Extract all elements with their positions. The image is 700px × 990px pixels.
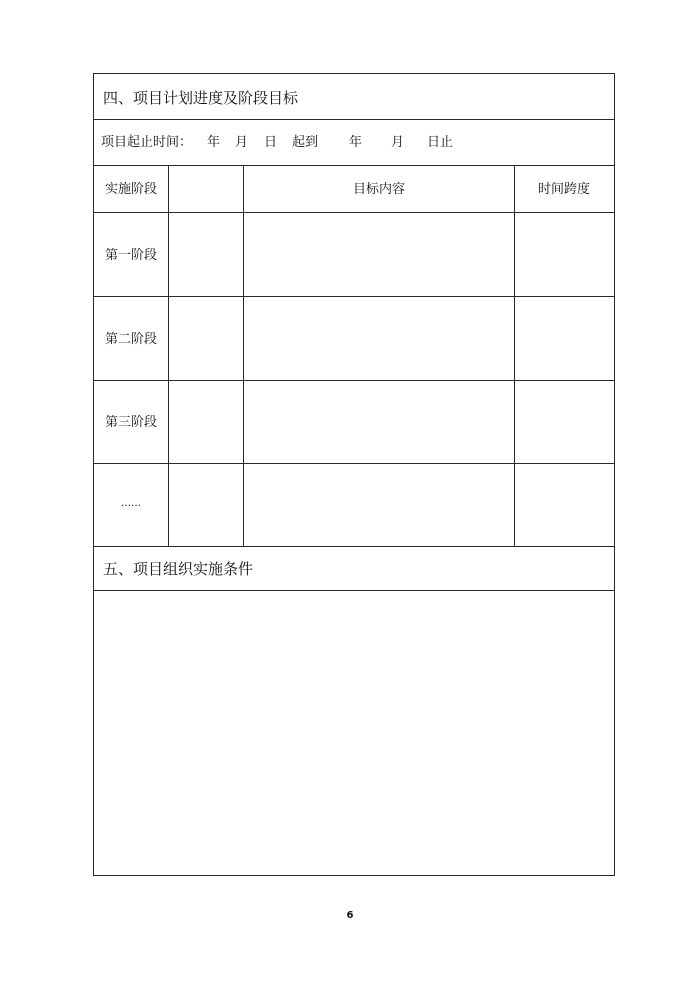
start-month-label: 月 bbox=[235, 135, 249, 150]
column-divider bbox=[514, 165, 515, 546]
end-day-label: 日止 bbox=[427, 135, 454, 150]
section5-title: 五、项目组织实施条件 bbox=[103, 560, 254, 578]
plan-form bbox=[93, 73, 615, 876]
from-to-label: 起到 bbox=[292, 135, 319, 150]
divider bbox=[94, 463, 614, 464]
page-number: 6 bbox=[346, 910, 354, 921]
section4-title: 四、项目计划进度及阶段目标 bbox=[103, 89, 299, 107]
column-header-span: 时间跨度 bbox=[537, 182, 591, 197]
column-header-stage: 实施阶段 bbox=[104, 182, 158, 197]
divider bbox=[94, 590, 614, 591]
end-month-label: 月 bbox=[391, 135, 405, 150]
divider bbox=[94, 296, 614, 297]
divider bbox=[94, 119, 614, 120]
end-year-label: 年 bbox=[349, 135, 363, 150]
start-day-label: 日 bbox=[264, 135, 278, 150]
time-range-label: 项目起止时间： bbox=[101, 135, 193, 150]
divider bbox=[94, 212, 614, 213]
stage-label: 第二阶段 bbox=[104, 332, 158, 347]
start-year-label: 年 bbox=[207, 135, 221, 150]
stage-label: …… bbox=[121, 498, 141, 509]
column-divider bbox=[243, 165, 244, 546]
divider bbox=[94, 546, 614, 547]
stage-label: 第三阶段 bbox=[104, 415, 158, 430]
divider bbox=[94, 165, 614, 166]
column-divider bbox=[168, 165, 169, 546]
column-header-target: 目标内容 bbox=[352, 182, 406, 197]
divider bbox=[94, 380, 614, 381]
stage-label: 第一阶段 bbox=[104, 248, 158, 263]
